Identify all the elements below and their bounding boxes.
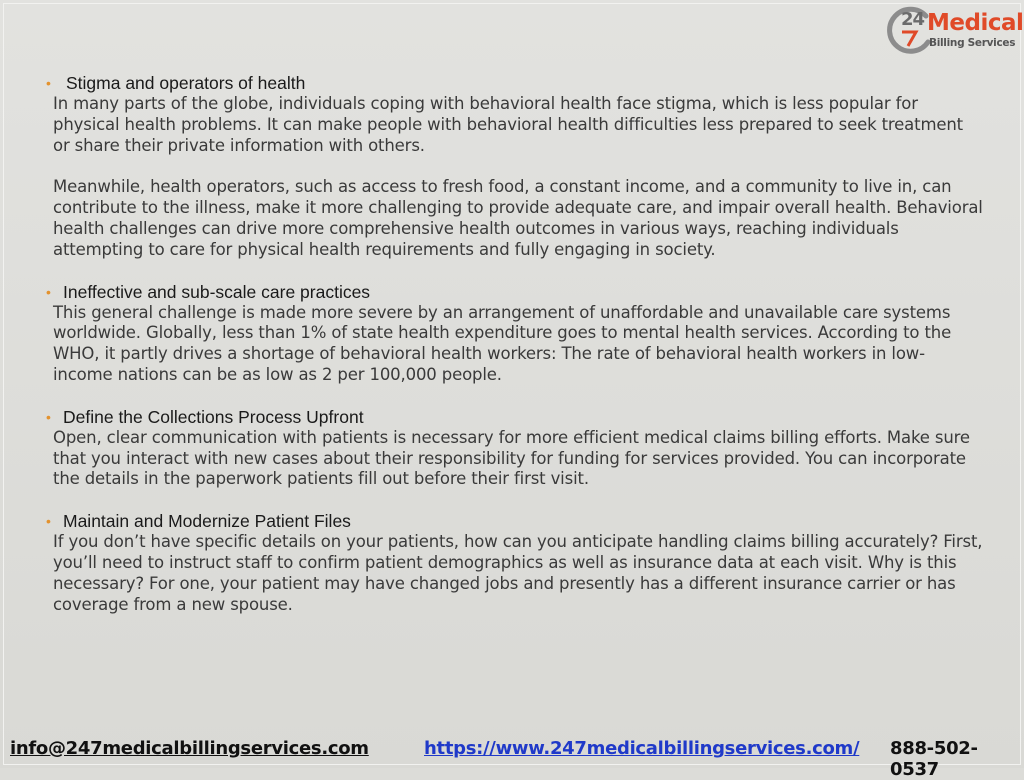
- phone-number[interactable]: 888-502-0537: [890, 738, 978, 780]
- section-heading-text: Define the Collections Process Upfront: [63, 406, 364, 427]
- bullet-icon: •: [46, 75, 51, 91]
- section-collections: [46, 406, 983, 490]
- section-heading-text: Ineffective and sub-scale care practices: [63, 281, 371, 302]
- section-heading: [46, 406, 983, 428]
- email-link[interactable]: info@247medicalbillingservices.com: [10, 738, 369, 759]
- section-stigma: [46, 73, 983, 261]
- website-link[interactable]: https://www.247medicalbillingservices.com/: [424, 738, 860, 759]
- logo-subtitle: Billing Services: [929, 37, 1016, 49]
- bullet-icon: •: [46, 283, 51, 300]
- section-paragraph: If you don’t have specific details on your patients, how can you anticipate handling claims billing accurately? First, you’ll need to instruct staff to confirm patient demographics as well as insurance data at each visit. Why is this necessary? For one, your patient may have changed jobs and presently has a different insurance carrier or has coverage from a new spouse.: [53, 532, 983, 614]
- section-heading-text: Stigma and operators of health: [66, 73, 306, 93]
- logo-number: 24: [901, 9, 925, 30]
- company-logo[interactable]: [886, 4, 1024, 62]
- section-heading: [46, 73, 983, 94]
- footer: [0, 734, 1024, 780]
- section-paragraph: Meanwhile, health operators, such as access to fresh food, a constant income, and a community to live in, can contribute to the illness, make it more challenging to provide adequate care, and impair overall health. Behavioral health challenges can drive more comprehensive health outcomes in various ways, reaching individuals attempting to care for physical health requirements and fully engaging in society.: [53, 177, 983, 259]
- section-paragraph: Open, clear communication with patients is necessary for more efficient medical claims billing efforts. Make sure that you interact with new cases about their responsibility for funding for services provided. You can incorporate the details in the paperwork patients fill out before their first visit.: [53, 427, 970, 489]
- section-care-practices: [46, 281, 983, 386]
- section-patient-files: [46, 511, 983, 615]
- bullet-icon: •: [46, 513, 51, 530]
- section-paragraph: This general challenge is made more severe by an arrangement of unaffordable and unavailable care systems worldwide. Globally, less than 1% of state health expenditure goes to mental health services. According to the WHO, it partly drives a shortage of behavioral health workers: The rate of behavioral health workers in low-income nations can be as low as 2 per 100,000 people.: [53, 302, 952, 384]
- section-paragraph: In many parts of the globe, individuals coping with behavioral health face stigma, which is less popular for physical health problems. It can make people with behavioral health difficulties less prepared to seek treatment or share their private information with others.: [53, 94, 963, 155]
- section-heading-text: Maintain and Modernize Patient Files: [63, 511, 351, 532]
- bullet-icon: •: [46, 408, 51, 425]
- section-heading: [46, 511, 983, 532]
- slide-content: [46, 73, 983, 615]
- logo-word: Medical: [927, 10, 1024, 36]
- section-heading: [46, 281, 983, 303]
